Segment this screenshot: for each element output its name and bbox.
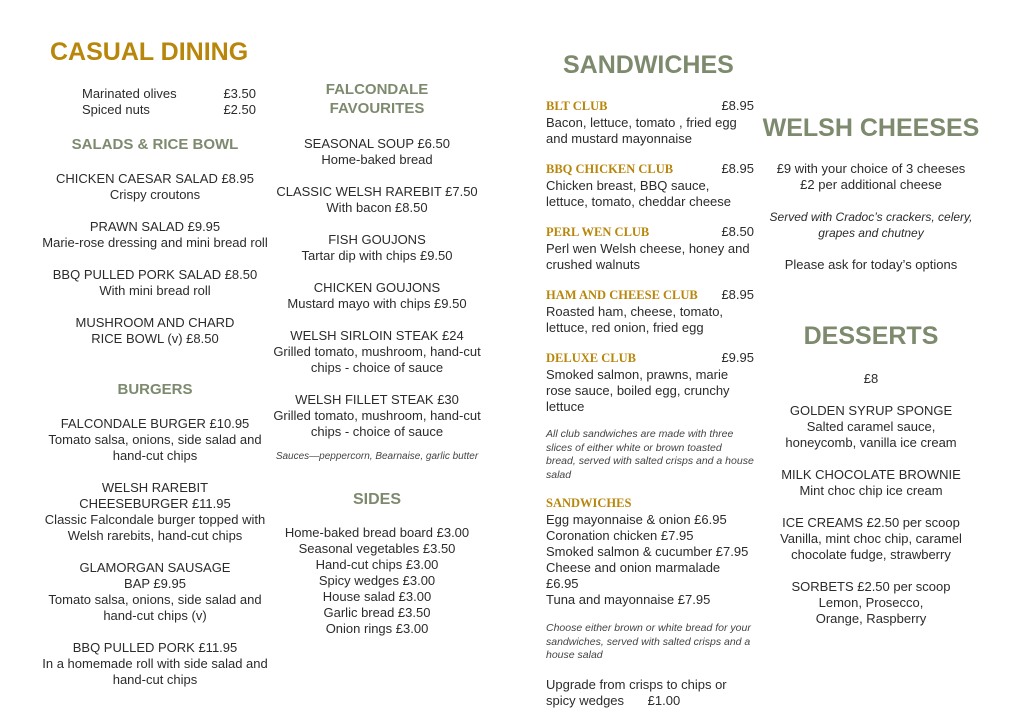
- item-title: MILK CHOCOLATE BROWNIE: [781, 467, 961, 482]
- sauces-note: Sauces—peppercorn, Bearnaise, garlic butter: [275, 451, 479, 462]
- club-head: [546, 223, 754, 241]
- casual-dining-title: [50, 38, 248, 67]
- item-desc: Classic Falcondale burger topped with Welsh rarebits, hand-cut chips: [44, 512, 266, 543]
- cheeses-note: Served with Cradoc’s crackers, celery, grapes and chutney: [769, 210, 973, 240]
- club-head: [546, 160, 754, 178]
- item-title: GOLDEN SYRUP SPONGE: [789, 403, 953, 418]
- menu-item: [40, 171, 270, 203]
- side-item: House salad £3.00: [322, 589, 432, 604]
- upgrade-line: [546, 677, 736, 709]
- sandwiches-title-wrap: [563, 51, 734, 80]
- sides-heading: SIDES: [352, 491, 401, 508]
- sandwiches-heading: SANDWICHES: [563, 51, 734, 79]
- sandwich-item: Egg mayonnaise & onion £6.95: [546, 512, 727, 527]
- club-head: [546, 97, 754, 115]
- dessert-item: [760, 467, 982, 499]
- menu-item: [40, 416, 270, 464]
- menu-item: [262, 392, 492, 440]
- favourites-heading-line2: FAVOURITES: [329, 100, 425, 117]
- favourites-heading: [262, 80, 492, 118]
- menu-item: [262, 280, 492, 312]
- clubs-list: [546, 97, 754, 709]
- item-desc: With bacon £8.50: [326, 200, 428, 215]
- club-item: [546, 160, 754, 210]
- casual-dining-heading: CASUAL DINING: [50, 38, 249, 66]
- sandwich-item: Smoked salmon & cucumber £7.95: [546, 544, 749, 559]
- burgers-section: [40, 381, 270, 704]
- club-item: [546, 286, 754, 336]
- item-title: FALCONDALE BURGER £10.95: [60, 416, 250, 431]
- item-title: GLAMORGAN SAUSAGE BAP £9.95: [79, 560, 231, 591]
- item-desc: Grilled tomato, mushroom, hand-cut chips - choice of sauce: [273, 408, 481, 439]
- item-title: SORBETS £2.50 per scoop: [791, 579, 951, 594]
- menu-item: [40, 480, 270, 544]
- menu-item: [40, 267, 270, 299]
- item-desc: With mini bread roll: [99, 283, 211, 298]
- sandwich-item: Coronation chicken £7.95: [546, 528, 694, 543]
- club-head: [546, 286, 754, 304]
- menu-item: [40, 315, 270, 347]
- item-title: CLASSIC WELSH RAREBIT £7.50: [276, 184, 478, 199]
- club-desc: Perl wen Welsh cheese, honey and crushed walnuts: [546, 241, 750, 272]
- upgrade-price: £1.00: [647, 692, 681, 708]
- club-item: [546, 349, 754, 415]
- favourites-section: [262, 80, 492, 464]
- item-title: PRAWN SALAD £9.95: [89, 219, 221, 234]
- item-title: CHICKEN GOUJONS: [313, 280, 441, 295]
- club-head: [546, 349, 754, 367]
- club-item: [546, 97, 754, 147]
- item-desc: Home-baked bread: [321, 152, 433, 167]
- item-title: WELSH RAREBIT CHEESEBURGER £11.95: [79, 480, 231, 511]
- club-desc: Chicken breast, BBQ sauce, lettuce, tomato, cheddar cheese: [546, 178, 732, 209]
- item-title: FISH GOUJONS: [328, 232, 426, 247]
- menu-item: [262, 232, 492, 264]
- cheeses-ask: Please ask for today’s options: [784, 257, 958, 272]
- club-price: £8.95: [721, 161, 754, 176]
- club-note: All club sandwiches are made with three slices of either white or brown toasted bread, served with salted crisps and a house salad: [546, 428, 754, 481]
- item-desc: Mustard mayo with chips £9.50: [287, 296, 467, 311]
- item-title: ICE CREAMS £2.50 per scoop: [782, 515, 960, 530]
- item-title: CHICKEN CAESAR SALAD £8.95: [56, 171, 254, 186]
- cheeses-section: [760, 114, 982, 273]
- side-item: Spicy wedges £3.00: [318, 573, 436, 588]
- item-desc: In a homemade roll with side salad and hand-cut chips: [42, 656, 268, 687]
- item-title: SEASONAL SOUP £6.50: [304, 136, 450, 151]
- item-desc: Salted caramel sauce, honeycomb, vanilla ice cream: [785, 419, 957, 450]
- club-price: £8.95: [721, 287, 754, 302]
- sandwich-note: Choose either brown or white bread for your sandwiches, served with salted crisps and a house salad: [546, 622, 751, 661]
- cheeses-line1: £9 with your choice of 3 cheeses: [776, 161, 966, 176]
- item-title: BBQ PULLED PORK £11.95: [72, 640, 238, 655]
- plain-sandwiches-heading: SANDWICHES: [546, 496, 632, 510]
- side-item: Garlic bread £3.50: [323, 605, 431, 620]
- item-desc: Mint choc chip ice cream: [799, 483, 943, 498]
- club-price: £8.95: [721, 98, 754, 113]
- club-desc: Smoked salmon, prawns, marie rose sauce, boiled egg, crunchy lettuce: [546, 367, 730, 414]
- dessert-item: [760, 515, 982, 563]
- menu-item: [262, 184, 492, 216]
- menu-item: [40, 640, 270, 688]
- club-name: BBQ CHICKEN CLUB: [546, 162, 674, 176]
- plain-sandwiches-head: [546, 494, 754, 512]
- club-price: £9.95: [721, 350, 754, 365]
- side-item: Onion rings £3.00: [325, 621, 429, 636]
- snack-name: Spiced nuts: [82, 102, 150, 117]
- sides-section: [262, 491, 492, 637]
- club-name: DELUXE CLUB: [546, 351, 636, 365]
- item-desc: Crispy croutons: [109, 187, 201, 202]
- item-title: WELSH SIRLOIN STEAK £24: [290, 328, 464, 343]
- sandwich-item: Cheese and onion marmalade £6.95: [546, 560, 721, 591]
- item-title: MUSHROOM AND CHARD RICE BOWL (v) £8.50: [75, 315, 235, 346]
- club-desc: Roasted ham, cheese, tomato, lettuce, red onion, fried egg: [546, 304, 724, 335]
- snack-name: Marinated olives: [82, 86, 177, 101]
- club-price: £8.50: [721, 224, 754, 239]
- dessert-item: [760, 403, 982, 451]
- sandwich-item: Tuna and mayonnaise £7.95: [546, 592, 711, 607]
- item-desc: Tomato salsa, onions, side salad and hand-cut chips (v): [48, 592, 262, 623]
- club-name: BLT CLUB: [546, 99, 608, 113]
- burgers-heading: BURGERS: [117, 381, 193, 398]
- item-desc: Marie-rose dressing and mini bread roll: [42, 235, 268, 250]
- cheeses-line2: £2 per additional cheese: [800, 177, 942, 192]
- upgrade-text: Upgrade from crisps to chips or spicy wedges: [546, 676, 727, 708]
- club-item: [546, 223, 754, 273]
- snacks-list: [82, 86, 256, 118]
- item-desc: Tartar dip with chips £9.50: [301, 248, 453, 263]
- club-desc: Bacon, lettuce, tomato , fried egg and mustard mayonnaise: [546, 115, 737, 146]
- side-item: Hand-cut chips £3.00: [315, 557, 439, 572]
- menu-item: [40, 219, 270, 251]
- item-title: WELSH FILLET STEAK £30: [295, 392, 459, 407]
- favourites-heading-line1: FALCONDALE: [325, 81, 429, 98]
- item-title: BBQ PULLED PORK SALAD £8.50: [52, 267, 258, 282]
- desserts-price: £8: [863, 371, 879, 386]
- snack-price: £2.50: [223, 102, 256, 117]
- item-desc: Vanilla, mint choc chip, caramel chocolate fudge, strawberry: [780, 531, 962, 562]
- menu-item: [262, 328, 492, 376]
- snack-item: [82, 102, 256, 118]
- cheeses-heading: WELSH CHEESES: [762, 114, 980, 142]
- club-name: PERL WEN CLUB: [546, 225, 650, 239]
- desserts-heading: DESSERTS: [803, 322, 939, 350]
- snack-item: [82, 86, 256, 102]
- menu-item: [262, 136, 492, 168]
- side-item: Seasonal vegetables £3.50: [298, 541, 456, 556]
- side-item: Home-baked bread board £3.00: [284, 525, 470, 540]
- item-desc: Tomato salsa, onions, side salad and hand-cut chips: [48, 432, 262, 463]
- item-desc: Grilled tomato, mushroom, hand-cut chips - choice of sauce: [273, 344, 481, 375]
- menu-item: [40, 560, 270, 624]
- salads-section: [40, 136, 270, 363]
- item-desc: Lemon, Prosecco, Orange, Raspberry: [815, 595, 927, 626]
- desserts-section: [760, 322, 982, 643]
- snack-price: £3.50: [223, 86, 256, 101]
- dessert-item: [760, 579, 982, 627]
- salads-heading: SALADS & RICE BOWL: [71, 136, 239, 153]
- club-name: HAM AND CHEESE CLUB: [546, 288, 698, 302]
